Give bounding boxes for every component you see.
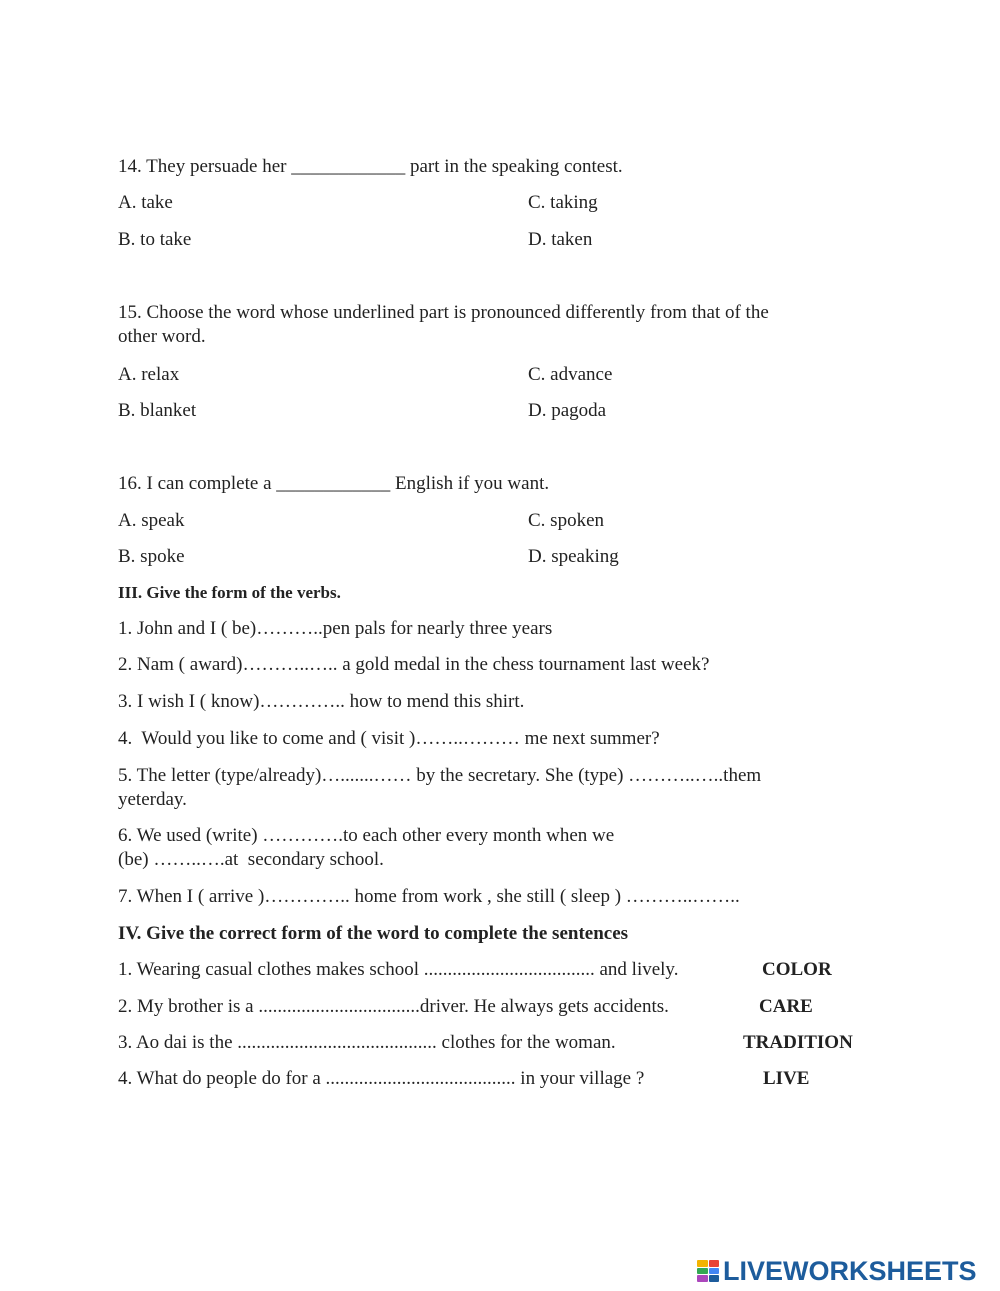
- q16-option-a[interactable]: A. speak: [118, 510, 185, 531]
- word-form-item-2: 2. My brother is a ..................................driver. He always gets accidents.: [118, 996, 669, 1017]
- keyword-care: CARE: [759, 996, 813, 1017]
- logo-text: LIVEWORKSHEETS: [723, 1255, 977, 1286]
- verb-item-1: 1. John and I ( be)………..pen pals for nearly three years: [118, 618, 553, 639]
- q14-option-a[interactable]: A. take: [118, 192, 173, 213]
- q14-option-c[interactable]: C. taking: [528, 192, 598, 213]
- q14-option-b[interactable]: B. to take: [118, 229, 192, 250]
- q15-option-a[interactable]: A. relax: [118, 364, 180, 385]
- verb-item-6-line2: (be) ……..….at secondary school.: [118, 849, 384, 870]
- word-form-item-4: 4. What do people do for a ........................................ in your village ?: [118, 1068, 645, 1089]
- q16-option-d[interactable]: D. speaking: [528, 546, 619, 567]
- question-14: 14. They persuade her ____________ part in the speaking contest.: [118, 156, 623, 177]
- word-form-item-3: 3. Ao dai is the .......................................... clothes for the woman.: [118, 1032, 616, 1053]
- verb-item-5-line1: 5. The letter (type/already)….......…… by the secretary. She (type) ………..…..them: [118, 765, 762, 786]
- section-3-heading: III. Give the form of the verbs.: [118, 583, 341, 602]
- q15-option-c[interactable]: C. advance: [528, 364, 613, 385]
- keyword-color: COLOR: [762, 959, 832, 980]
- verb-item-5-line2: yeterday.: [118, 789, 187, 810]
- q14-option-d[interactable]: D. taken: [528, 229, 593, 250]
- verb-item-4: 4. Would you like to come and ( visit )……..……… me next summer?: [118, 728, 660, 749]
- question-15-line1: 15. Choose the word whose underlined part is pronounced differently from that of the: [118, 302, 769, 323]
- q16-option-b[interactable]: B. spoke: [118, 546, 185, 567]
- q15-option-b[interactable]: B. blanket: [118, 400, 197, 421]
- q15-option-d[interactable]: D. pagoda: [528, 400, 607, 421]
- section-4-heading: IV. Give the correct form of the word to complete the sentences: [118, 923, 629, 944]
- liveworksheets-logo-icon: [697, 1260, 719, 1282]
- question-16: 16. I can complete a ____________ English if you want.: [118, 473, 550, 494]
- question-15-line2: other word.: [118, 326, 206, 347]
- verb-item-2: 2. Nam ( award)………..….. a gold medal in the chess tournament last week?: [118, 654, 710, 675]
- verb-item-3: 3. I wish I ( know)………….. how to mend this shirt.: [118, 691, 525, 712]
- verb-item-7: 7. When I ( arrive )………….. home from work , she still ( sleep ) ………..……..: [118, 886, 740, 907]
- keyword-tradition: TRADITION: [743, 1032, 853, 1053]
- word-form-item-1: 1. Wearing casual clothes makes school .................................... and lively.: [118, 959, 679, 980]
- verb-item-6-line1: 6. We used (write) ………….to each other every month when we: [118, 825, 615, 846]
- liveworksheets-logo[interactable]: [697, 1256, 977, 1286]
- keyword-live: LIVE: [763, 1068, 810, 1089]
- q16-option-c[interactable]: C. spoken: [528, 510, 604, 531]
